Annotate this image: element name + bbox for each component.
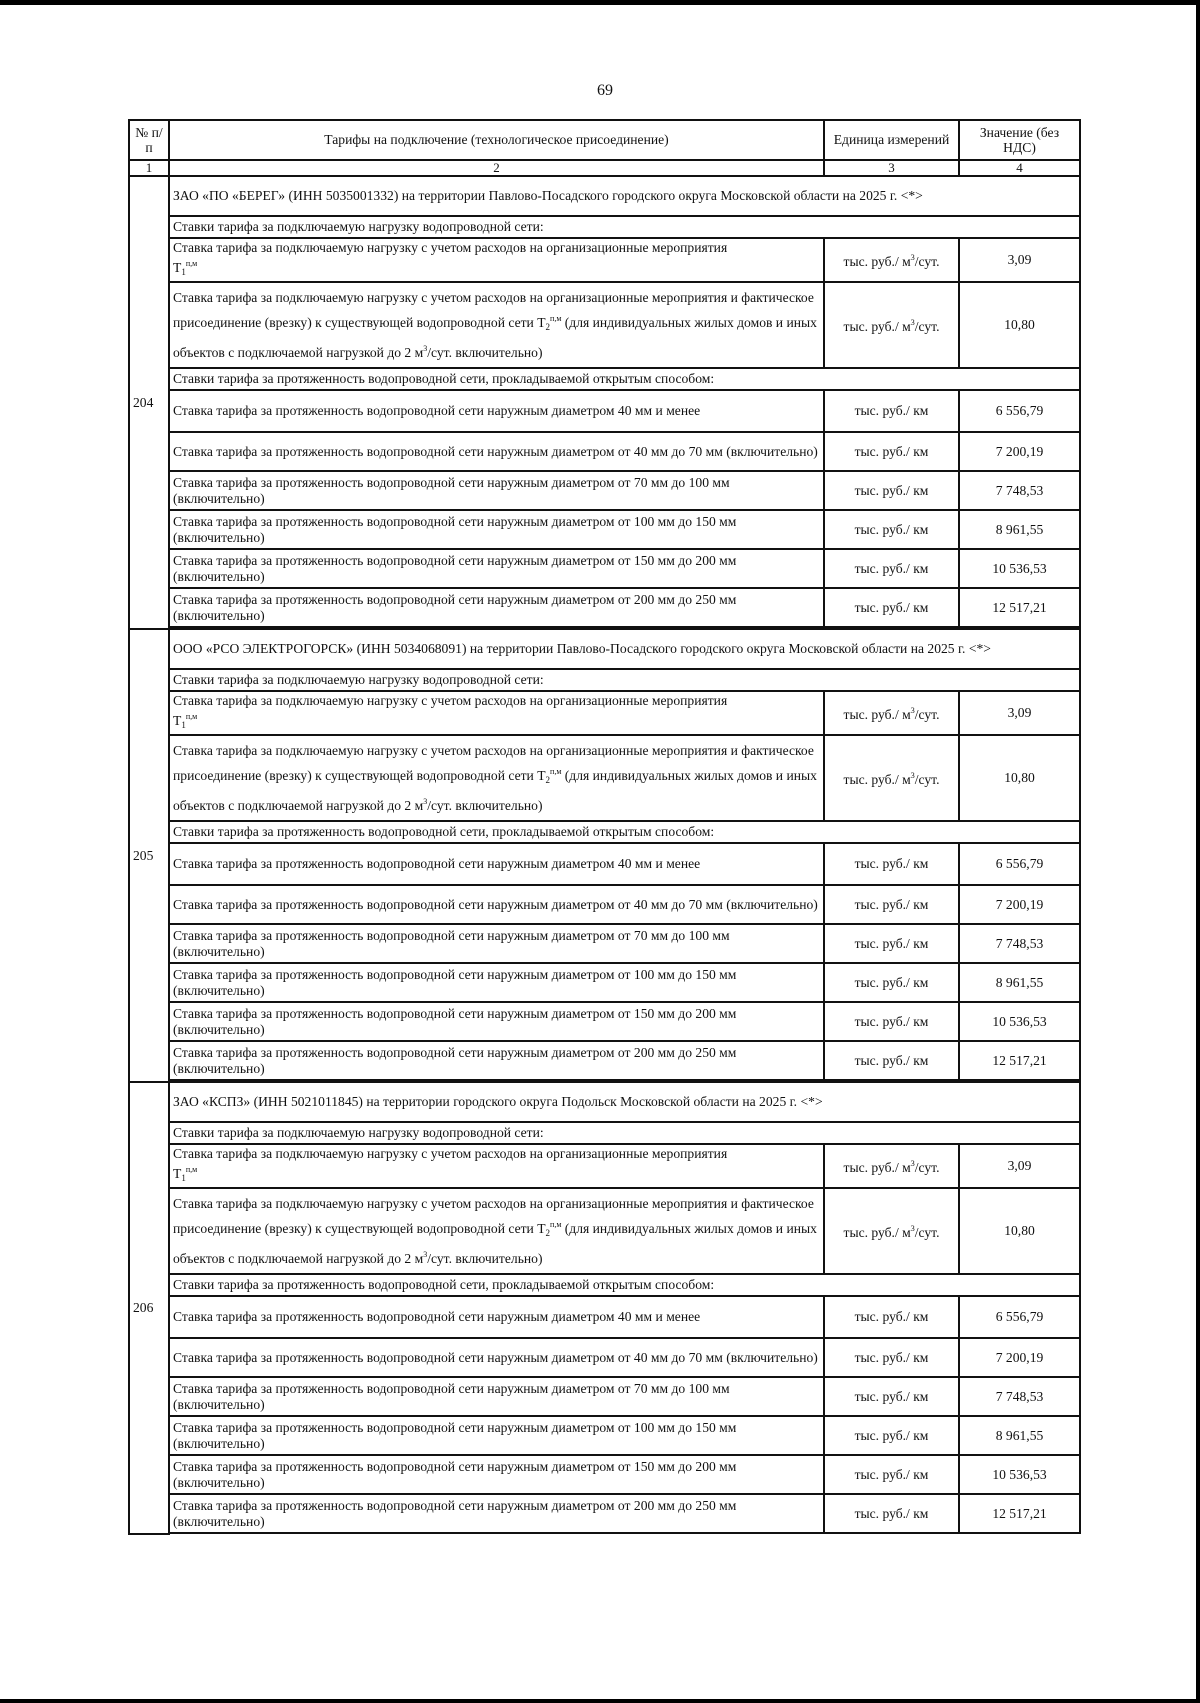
section-row-length (129, 821, 1080, 843)
rate-value-d40: 6 556,79 (959, 1296, 1080, 1338)
rate-desc-d100-150: Ставка тарифа за протяженность водопроводной сети наружным диаметром от 100 мм до 150 мм (включительно) (169, 510, 824, 549)
t1-superscript: п,м (185, 258, 198, 268)
t2-text-a: Ставка тарифа за подключаемую нагрузку с учетом расходов на организационные мероприятия и фактическое присоединение (врезку) к существующей водопроводной сети Т (173, 743, 814, 783)
unit-load-sup: 3 (910, 1159, 915, 1169)
rate-desc-t2 (169, 735, 824, 821)
tariff-table (128, 119, 1081, 1535)
unit-load-text: тыс. руб./ м (843, 1160, 911, 1176)
t1-superscript: п,м (185, 711, 198, 721)
rate-value-t2: 10,80 (959, 735, 1080, 821)
rate-value-d40: 6 556,79 (959, 843, 1080, 885)
section-label-load: Ставки тарифа за подключаемую нагрузку водопроводной сети: (169, 669, 1080, 691)
rate-desc-d100-150: Ставка тарифа за протяженность водопроводной сети наружным диаметром от 100 мм до 150 мм (включительно) (169, 1416, 824, 1455)
rate-row-d100-150 (129, 963, 1080, 1002)
rate-desc-d40: Ставка тарифа за протяженность водопроводной сети наружным диаметром 40 мм и менее (169, 1296, 824, 1338)
header-index-row (129, 160, 1080, 176)
section-label-length: Ставки тарифа за протяженность водопроводной сети, прокладываемой открытым способом: (169, 368, 1080, 390)
org-title-row (129, 176, 1080, 216)
col-index-3: 3 (824, 160, 959, 176)
unit-load-sup: 3 (910, 706, 915, 716)
org-number: 204 (129, 176, 169, 629)
rate-unit-d40: тыс. руб./ км (824, 1296, 959, 1338)
rate-unit-d70-100: тыс. руб./ км (824, 1377, 959, 1416)
section-label-load: Ставки тарифа за подключаемую нагрузку водопроводной сети: (169, 1122, 1080, 1144)
t2-subscript: 2 (545, 1228, 551, 1238)
col-value-header: Значение (без НДС) (959, 120, 1080, 160)
org-title: ЗАО «КСПЗ» (ИНН 5021011845) на территории городского округа Подольск Московской области на 2025 г. <*> (169, 1082, 1080, 1122)
org-spacer-row (129, 1533, 1080, 1534)
t1-letter: Т (173, 259, 182, 275)
rate-desc-d200-250: Ставка тарифа за протяженность водопроводной сети наружным диаметром от 200 мм до 250 мм (включительно) (169, 1494, 824, 1533)
rate-row-d40-70 (129, 1338, 1080, 1377)
rate-desc-t1 (169, 1144, 824, 1188)
rate-unit-d200-250: тыс. руб./ км (824, 1041, 959, 1080)
rate-value-d70-100: 7 748,53 (959, 1377, 1080, 1416)
tariff-table-body (129, 120, 1080, 1534)
rate-unit-d200-250: тыс. руб./ км (824, 588, 959, 627)
rate-unit-t1 (824, 238, 959, 282)
t1-letter: Т (173, 712, 182, 728)
rate-row-d40 (129, 843, 1080, 885)
rate-unit-d40-70: тыс. руб./ км (824, 885, 959, 924)
rate-row-d200-250 (129, 1494, 1080, 1533)
rate-unit-d70-100: тыс. руб./ км (824, 924, 959, 963)
rate-value-d70-100: 7 748,53 (959, 471, 1080, 510)
section-row-load (129, 669, 1080, 691)
rate-value-d200-250: 12 517,21 (959, 588, 1080, 627)
rate-value-t1: 3,09 (959, 238, 1080, 282)
rate-row-d150-200 (129, 1002, 1080, 1041)
unit-load-sup: 3 (910, 253, 915, 263)
org-title-row (129, 1082, 1080, 1122)
rate-unit-d150-200: тыс. руб./ км (824, 549, 959, 588)
section-row-load (129, 1122, 1080, 1144)
t2-text-b: (для индивидуальных жилых домов и иных объектов с подключаемой нагрузкой до 2 м (173, 1221, 817, 1266)
rate-row-d200-250 (129, 1041, 1080, 1080)
t1-symbol (173, 709, 197, 734)
rate-desc-t1-text: Ставка тарифа за подключаемую нагрузку с учетом расходов на организационные мероприятия (173, 693, 728, 708)
unit-load-text: тыс. руб./ м (843, 254, 911, 270)
rate-value-d100-150: 8 961,55 (959, 510, 1080, 549)
t2-sup3: 3 (423, 344, 428, 353)
unit-load-text: тыс. руб./ м (843, 772, 911, 788)
rate-desc-d200-250: Ставка тарифа за протяженность водопроводной сети наружным диаметром от 200 мм до 250 мм (включительно) (169, 1041, 824, 1080)
rate-value-d150-200: 10 536,53 (959, 549, 1080, 588)
org-spacer-cell (169, 1533, 1080, 1534)
scan-edge-right (1196, 0, 1200, 1703)
t1-symbol (173, 256, 197, 281)
rate-value-d40-70: 7 200,19 (959, 432, 1080, 471)
unit-load-suffix: /сут. (914, 1160, 940, 1176)
rate-unit-d150-200: тыс. руб./ км (824, 1002, 959, 1041)
section-label-length: Ставки тарифа за протяженность водопроводной сети, прокладываемой открытым способом: (169, 1274, 1080, 1296)
rate-desc-d40-70: Ставка тарифа за протяженность водопроводной сети наружным диаметром от 40 мм до 70 мм (включительно) (169, 432, 824, 471)
section-label-load: Ставки тарифа за подключаемую нагрузку водопроводной сети: (169, 216, 1080, 238)
rate-desc-d40-70: Ставка тарифа за протяженность водопроводной сети наружным диаметром от 40 мм до 70 мм (включительно) (169, 885, 824, 924)
rate-unit-d100-150: тыс. руб./ км (824, 510, 959, 549)
t1-symbol (173, 1162, 197, 1187)
rate-value-d200-250: 12 517,21 (959, 1494, 1080, 1533)
t1-subscript: 1 (181, 1172, 186, 1183)
page-number: 69 (597, 82, 613, 99)
col-index-2: 2 (169, 160, 824, 176)
rate-value-t2: 10,80 (959, 282, 1080, 368)
org-title: ООО «РСО ЭЛЕКТРОГОРСК» (ИНН 5034068091) на территории Павлово-Посадского городского округа Московской области на 2025 г. <*> (169, 629, 1080, 669)
section-row-length (129, 368, 1080, 390)
rate-desc-t1 (169, 691, 824, 735)
rate-unit-t2 (824, 1188, 959, 1274)
rate-unit-d70-100: тыс. руб./ км (824, 471, 959, 510)
t1-subscript: 1 (181, 719, 186, 730)
rate-value-d70-100: 7 748,53 (959, 924, 1080, 963)
scan-edge-top (0, 0, 1200, 5)
rate-unit-t1 (824, 691, 959, 735)
rate-desc-d40-70: Ставка тарифа за протяженность водопроводной сети наружным диаметром от 40 мм до 70 мм (включительно) (169, 1338, 824, 1377)
rate-value-t2: 10,80 (959, 1188, 1080, 1274)
rate-row-t2 (129, 282, 1080, 368)
col-index-4: 4 (959, 160, 1080, 176)
rate-row-t2 (129, 735, 1080, 821)
t2-text-b: (для индивидуальных жилых домов и иных объектов с подключаемой нагрузкой до 2 м (173, 768, 817, 813)
rate-row-d200-250 (129, 588, 1080, 627)
rate-row-d70-100 (129, 1377, 1080, 1416)
unit-load-sup: 3 (910, 318, 915, 328)
t2-superscript: п,м (550, 1220, 562, 1229)
rate-value-d40-70: 7 200,19 (959, 885, 1080, 924)
rate-unit-t2 (824, 282, 959, 368)
rate-row-d150-200 (129, 1455, 1080, 1494)
rate-row-d100-150 (129, 1416, 1080, 1455)
rate-unit-d40-70: тыс. руб./ км (824, 1338, 959, 1377)
t2-subscript: 2 (545, 322, 551, 332)
rate-unit-d150-200: тыс. руб./ км (824, 1455, 959, 1494)
rate-row-d40-70 (129, 885, 1080, 924)
rate-row-t2 (129, 1188, 1080, 1274)
rate-value-d150-200: 10 536,53 (959, 1002, 1080, 1041)
unit-load-sup: 3 (910, 1224, 915, 1234)
rate-value-d150-200: 10 536,53 (959, 1455, 1080, 1494)
t2-superscript: п,м (550, 314, 562, 323)
t2-sup3: 3 (423, 797, 428, 806)
col-unit-header: Единица измерений (824, 120, 959, 160)
rate-unit-t2 (824, 735, 959, 821)
rate-row-t1 (129, 1144, 1080, 1188)
rate-unit-d40: тыс. руб./ км (824, 390, 959, 432)
rate-value-t1: 3,09 (959, 1144, 1080, 1188)
unit-load-text: тыс. руб./ м (843, 707, 911, 723)
rate-value-d40-70: 7 200,19 (959, 1338, 1080, 1377)
unit-load-suffix: /сут. (914, 707, 940, 723)
t1-letter: Т (173, 1165, 182, 1181)
rate-desc-d70-100: Ставка тарифа за протяженность водопроводной сети наружным диаметром от 70 мм до 100 мм (включительно) (169, 471, 824, 510)
t1-superscript: п,м (185, 1164, 198, 1174)
t1-subscript: 1 (181, 266, 186, 277)
rate-desc-d200-250: Ставка тарифа за протяженность водопроводной сети наружным диаметром от 200 мм до 250 мм (включительно) (169, 588, 824, 627)
rate-unit-d100-150: тыс. руб./ км (824, 963, 959, 1002)
rate-value-d100-150: 8 961,55 (959, 1416, 1080, 1455)
col-num-header: № п/п (129, 120, 169, 160)
rate-desc-d70-100: Ставка тарифа за протяженность водопроводной сети наружным диаметром от 70 мм до 100 мм (включительно) (169, 1377, 824, 1416)
org-number: 206 (129, 1082, 169, 1534)
rate-unit-d200-250: тыс. руб./ км (824, 1494, 959, 1533)
unit-load-suffix: /сут. (914, 772, 940, 788)
col-index-1: 1 (129, 160, 169, 176)
rate-value-d200-250: 12 517,21 (959, 1041, 1080, 1080)
rate-unit-d40-70: тыс. руб./ км (824, 432, 959, 471)
rate-value-t1: 3,09 (959, 691, 1080, 735)
rate-row-d100-150 (129, 510, 1080, 549)
rate-desc-t1-text: Ставка тарифа за подключаемую нагрузку с учетом расходов на организационные мероприятия (173, 240, 728, 255)
unit-load-text: тыс. руб./ м (843, 319, 911, 335)
section-label-length: Ставки тарифа за протяженность водопроводной сети, прокладываемой открытым способом: (169, 821, 1080, 843)
rate-unit-d100-150: тыс. руб./ км (824, 1416, 959, 1455)
rate-desc-t2 (169, 282, 824, 368)
t2-text-b: (для индивидуальных жилых домов и иных объектов с подключаемой нагрузкой до 2 м (173, 315, 817, 360)
rate-desc-d150-200: Ставка тарифа за протяженность водопроводной сети наружным диаметром от 150 мм до 200 мм (включительно) (169, 1002, 824, 1041)
t2-text-c: /сут. включительно) (427, 345, 543, 360)
rate-row-d40 (129, 390, 1080, 432)
unit-load-text: тыс. руб./ м (843, 1225, 911, 1241)
t2-text-c: /сут. включительно) (427, 1251, 543, 1266)
col-name-header: Тарифы на подключение (технологическое присоединение) (169, 120, 824, 160)
org-title-row (129, 629, 1080, 669)
section-row-length (129, 1274, 1080, 1296)
header-row (129, 120, 1080, 160)
rate-desc-d70-100: Ставка тарифа за протяженность водопроводной сети наружным диаметром от 70 мм до 100 мм (включительно) (169, 924, 824, 963)
rate-desc-d40: Ставка тарифа за протяженность водопроводной сети наружным диаметром 40 мм и менее (169, 843, 824, 885)
rate-desc-d150-200: Ставка тарифа за протяженность водопроводной сети наружным диаметром от 150 мм до 200 мм (включительно) (169, 1455, 824, 1494)
rate-desc-d40: Ставка тарифа за протяженность водопроводной сети наружным диаметром 40 мм и менее (169, 390, 824, 432)
rate-value-d40: 6 556,79 (959, 390, 1080, 432)
unit-load-suffix: /сут. (914, 319, 940, 335)
scan-edge-bottom (0, 1699, 1200, 1703)
rate-row-d70-100 (129, 471, 1080, 510)
unit-load-sup: 3 (910, 771, 915, 781)
t2-sup3: 3 (423, 1250, 428, 1259)
org-number: 205 (129, 629, 169, 1082)
rate-row-d150-200 (129, 549, 1080, 588)
t2-superscript: п,м (550, 767, 562, 776)
t2-subscript: 2 (545, 775, 551, 785)
t2-text-c: /сут. включительно) (427, 798, 543, 813)
rate-desc-t2 (169, 1188, 824, 1274)
rate-row-d40-70 (129, 432, 1080, 471)
rate-row-d40 (129, 1296, 1080, 1338)
rate-unit-d40: тыс. руб./ км (824, 843, 959, 885)
section-row-load (129, 216, 1080, 238)
rate-desc-d100-150: Ставка тарифа за протяженность водопроводной сети наружным диаметром от 100 мм до 150 мм (включительно) (169, 963, 824, 1002)
rate-row-t1 (129, 691, 1080, 735)
rate-desc-t1 (169, 238, 824, 282)
rate-unit-t1 (824, 1144, 959, 1188)
t2-text-a: Ставка тарифа за подключаемую нагрузку с учетом расходов на организационные мероприятия и фактическое присоединение (врезку) к существующей водопроводной сети Т (173, 1196, 814, 1236)
org-title: ЗАО «ПО «БЕРЕГ» (ИНН 5035001332) на территории Павлово-Посадского городского округа Московской области на 2025 г. <*> (169, 176, 1080, 216)
rate-value-d100-150: 8 961,55 (959, 963, 1080, 1002)
rate-desc-d150-200: Ставка тарифа за протяженность водопроводной сети наружным диаметром от 150 мм до 200 мм (включительно) (169, 549, 824, 588)
rate-row-t1 (129, 238, 1080, 282)
rate-row-d70-100 (129, 924, 1080, 963)
unit-load-suffix: /сут. (914, 254, 940, 270)
t2-text-a: Ставка тарифа за подключаемую нагрузку с учетом расходов на организационные мероприятия и фактическое присоединение (врезку) к существующей водопроводной сети Т (173, 290, 814, 330)
rate-desc-t1-text: Ставка тарифа за подключаемую нагрузку с учетом расходов на организационные мероприятия (173, 1146, 728, 1161)
unit-load-suffix: /сут. (914, 1225, 940, 1241)
